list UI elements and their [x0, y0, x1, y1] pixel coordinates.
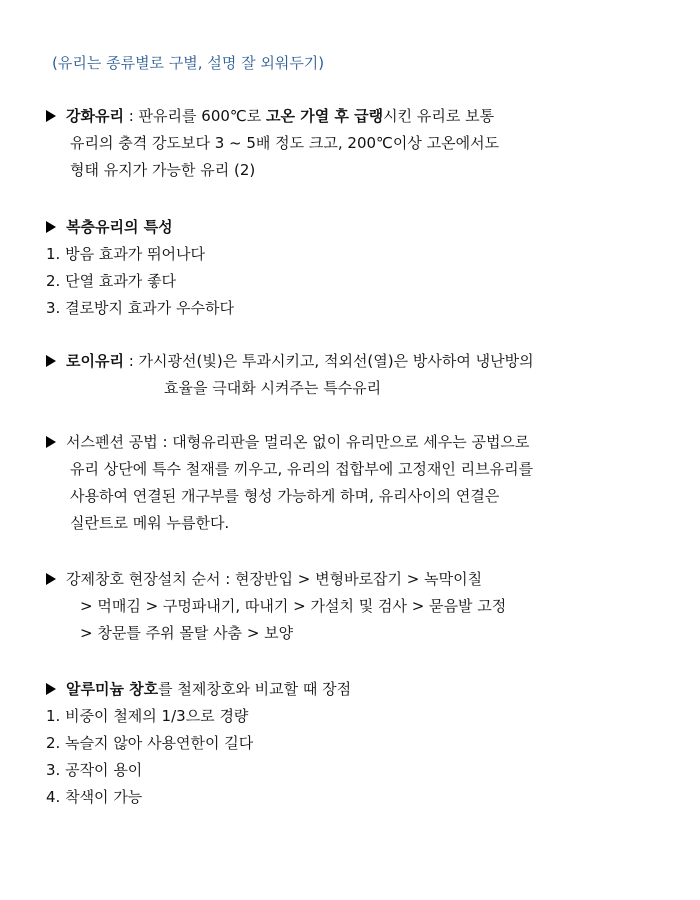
bullet-triangle-icon	[46, 573, 56, 585]
text: : 가시광선(빛)은 투과시키고, 적외선(열)은 방사하여 냉난방의	[123, 352, 534, 370]
page-note: (유리는 종류별로 구별, 설명 잘 외워두기)	[52, 54, 325, 72]
term: 로이유리	[66, 352, 124, 370]
suspension-method-section	[46, 429, 670, 537]
bullet-triangle-icon	[46, 355, 56, 367]
list-item: 1. 방음 효과가 뛰어나다	[46, 245, 206, 263]
text: 를 철제창호와 비교할 때 장점	[158, 680, 352, 698]
emphasis: 고온 가열 후 급랭	[266, 107, 384, 125]
list-item: 2. 단열 효과가 좋다	[46, 272, 177, 290]
bullet-triangle-icon	[46, 436, 56, 448]
text: : 판유리를 600℃로	[123, 107, 267, 125]
list-item: 3. 공작이 용이	[46, 761, 143, 779]
text-line: 유리의 충격 강도보다 3 ~ 5배 정도 크고, 200℃이상 고온에서도	[70, 134, 500, 152]
aluminum-window-section	[46, 676, 670, 811]
text-line: 형태 유지가 가능한 유리 (2)	[70, 161, 256, 179]
term: 강화유리	[66, 107, 124, 125]
bullet-triangle-icon	[46, 110, 56, 122]
text-line: 효율을 극대화 시켜주는 특수유리	[164, 379, 382, 397]
text: 시킨 유리로 보통	[383, 107, 495, 125]
tempered-glass-section	[46, 103, 670, 184]
text-line: > 창문틀 주위 몰탈 사춤 > 보양	[80, 624, 294, 642]
bullet-triangle-icon	[46, 221, 56, 233]
text-line: 실란트로 메워 누름한다.	[70, 514, 230, 532]
list-item: 1. 비중이 철제의 1/3으로 경량	[46, 707, 249, 725]
low-e-glass-section	[46, 348, 670, 402]
steel-window-section	[46, 566, 670, 647]
term: 알루미늄 창호	[66, 680, 159, 698]
text: 강제창호 현장설치 순서 : 현장반입 > 변형바로잡기 > 녹막이칠	[66, 570, 483, 588]
text-line: 사용하여 연결된 개구부를 형성 가능하게 하며, 유리사이의 연결은	[70, 487, 500, 505]
list-item: 4. 착색이 가능	[46, 788, 143, 806]
double-glazing-section	[46, 214, 670, 322]
text-line: 유리 상단에 특수 철재를 끼우고, 유리의 접합부에 고정재인 리브유리를	[70, 460, 534, 478]
text: 서스펜션 공법 : 대형유리판을 멀리온 없이 유리만으로 세우는 공법으로	[66, 433, 530, 451]
text-line: > 먹매김 > 구멍파내기, 따내기 > 가설치 및 검사 > 묻음발 고정	[80, 597, 507, 615]
list-item: 2. 녹슬지 않아 사용연한이 길다	[46, 734, 254, 752]
list-item: 3. 결로방지 효과가 우수하다	[46, 299, 235, 317]
heading: 복층유리의 특성	[66, 218, 173, 236]
bullet-triangle-icon	[46, 683, 56, 695]
